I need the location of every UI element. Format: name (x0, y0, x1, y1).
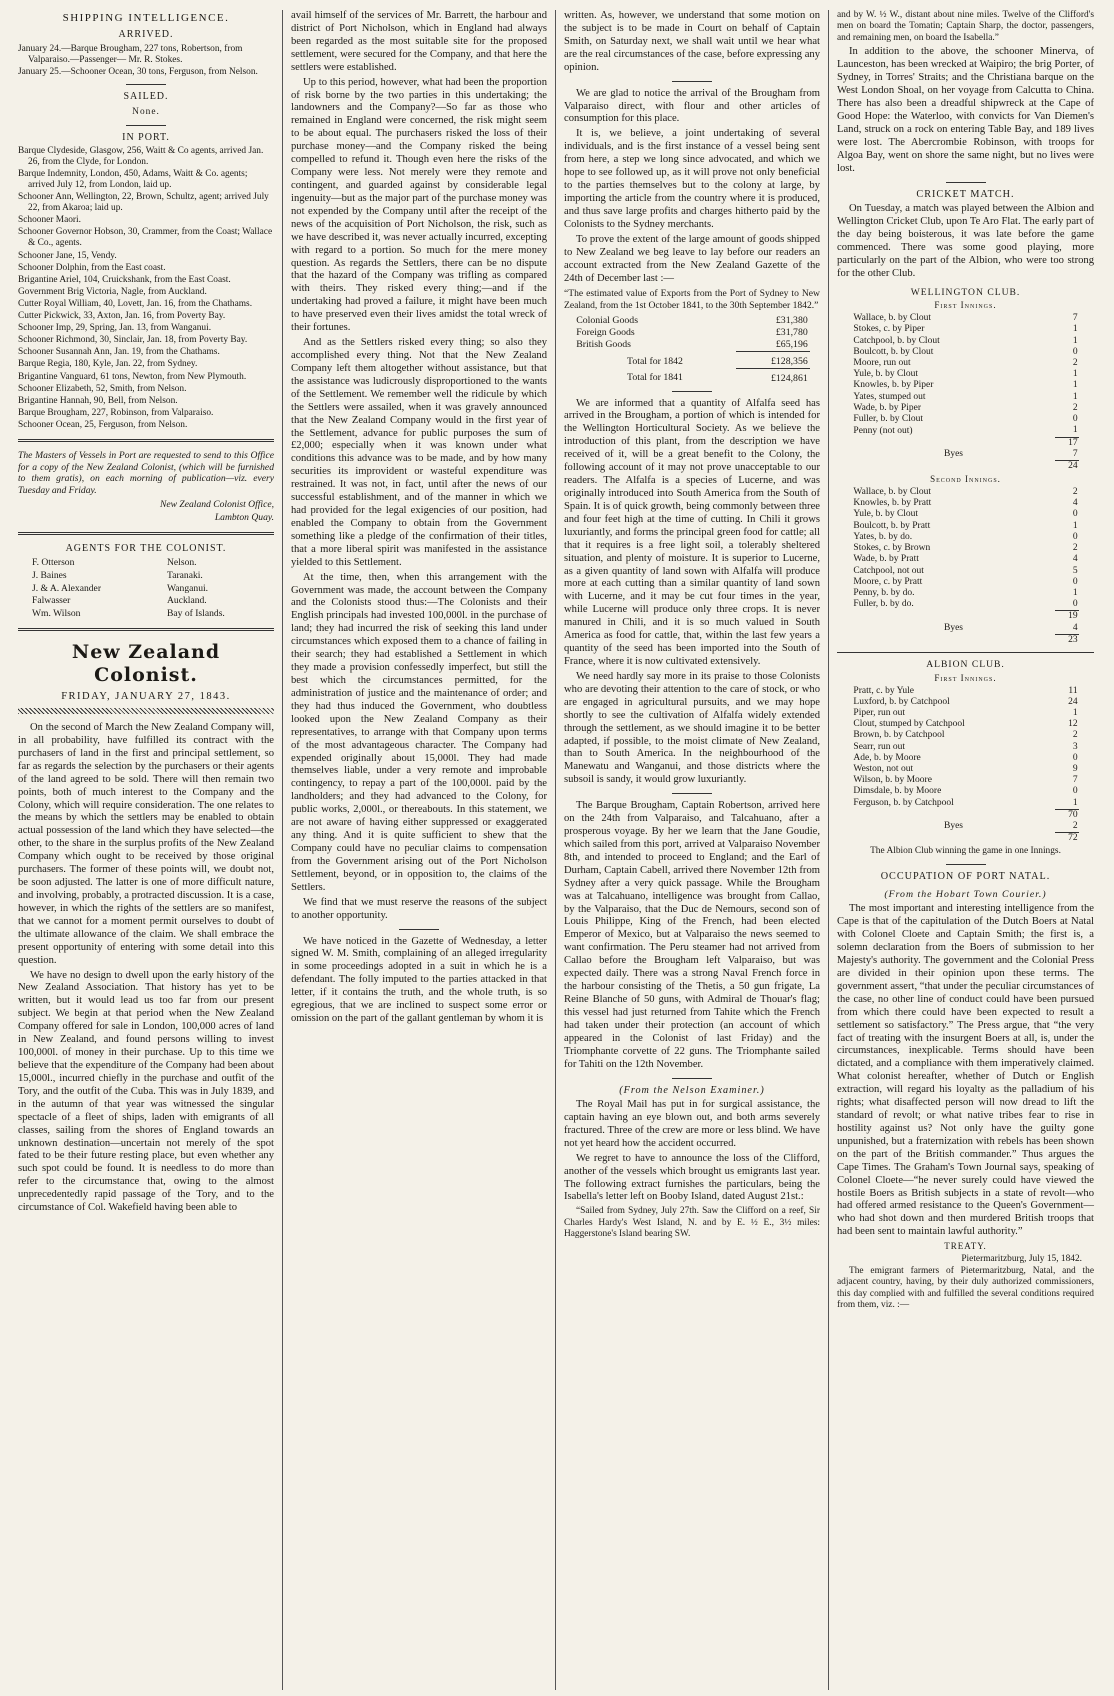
exports-row (574, 327, 810, 339)
score-runs: 4 (1072, 554, 1078, 565)
divider (672, 81, 712, 82)
masthead: New Zealand Colonist. (71, 640, 221, 687)
score-player: Clout, stumped by Catchpool (853, 719, 965, 730)
score-runs: 0 (1072, 786, 1078, 797)
score-player: Catchpool, b. by Clout (853, 335, 940, 346)
score-runs: 0 (1072, 576, 1078, 587)
agent-place: Bay of Islands. (167, 608, 225, 620)
score-player: Boulcott, b. by Clout (853, 346, 934, 357)
score-row (852, 543, 1078, 554)
score-row (852, 532, 1078, 543)
score-row (852, 719, 1078, 730)
inport-entry: Schooner Maori. (18, 215, 82, 226)
score-byes-row (852, 449, 1078, 461)
score-row (852, 347, 1078, 358)
score-subtotal-row (852, 809, 1078, 821)
exports-total-label: Total for 1841 (627, 372, 683, 384)
score-total-row (852, 833, 1078, 845)
news-paragraph: To prove the extent of the large amount of goods shipped to New Zealand we beg leave to lay before our readers an account extracted from the New Zealand Gazette of the 24th of December last :— (564, 233, 820, 284)
exports-value: £31,380 (775, 314, 808, 326)
score-subtotal: 17 (1055, 437, 1079, 449)
divider (399, 929, 439, 930)
divider (946, 864, 986, 865)
column-4 (829, 10, 1102, 1690)
score-player: Wade, b. by Piper (853, 402, 921, 413)
score-subtotal: 19 (1055, 611, 1079, 623)
score-runs: 1 (1072, 520, 1078, 531)
inport-entry: Barque Brougham, 227, Robinson, from Valparaiso. (18, 407, 214, 418)
byes-label: Byes (944, 821, 963, 832)
score-row (852, 798, 1078, 810)
score-runs: 3 (1072, 741, 1078, 752)
score-player: Wade, b. by Pratt (853, 554, 919, 565)
score-subtotal-row (852, 611, 1078, 623)
agent-row (32, 570, 274, 582)
agent-row (32, 608, 274, 620)
score-row (852, 786, 1078, 797)
score-runs: 1 (1072, 797, 1078, 808)
editorial-paragraph: On the second of March the New Zealand Company will, in all probability, have fulfilled its contract with the purchasers of land in the first and principal settlement, so far as regards the selection by the purchasers or their agents of the land agreed to be sold. There will then remain two points, both of much interest to the Company and the Colony, which will require consideration. The one relates to the means by which the settlers may be enabled to obtain actual possession of the land which they have selected—the other, to the share in the surplus profits of the New Zealand Company which ought to be received by those original purchasers. The former of these points will, we doubt not, be soon adjusted. The latter is one of more difficult nature, and involving, probably, a protracted discussion. It is a case, however, in which the rights of the settlers are so manifest, that we cannot for a moment permit ourselves to doubt of the ultimate allowance of the claim. We shall embrace the present opportunity of entering with some detail into this question. (18, 722, 274, 966)
divider (672, 391, 712, 392)
treaty-date: Pietermaritzburg, July 15, 1842. (961, 1254, 1082, 1265)
exports-label: Colonial Goods (576, 314, 639, 326)
score-player: Ferguson, b. by Catchpool (853, 797, 954, 808)
score-row (852, 509, 1078, 520)
byes-label: Byes (944, 622, 963, 633)
examiner-heading: (From the Nelson Examiner.) (619, 1084, 765, 1096)
score-row (852, 336, 1078, 347)
agent-name: J. Baines (32, 570, 67, 582)
news-paragraph: “Sailed from Sydney, July 27th. Saw the Clifford on a reef, Sir Charles Hardy's West Island, N. and by E. ½ E., 3½ miles: Haggerstone's Island bearing SW. (564, 1206, 820, 1240)
score-player: Piper, run out (853, 708, 906, 718)
editorial-paragraph: We have no design to dwell upon the early history of the New Zealand Association. That history has yet to be written, but it would lead us too far from our present subject. We begin at that period when the New Zealand Company offered for sale in London, 100,000 acres of land in New Zealand, and found persons willing to invest 100,000l. of money in their purchase. Up to this time we believe that the expenditure of the Company had been about 15,000l., incurred chiefly in the purchase and outfit of the Tory, and the outfit of the Cuba. This was in July 1839, and in the autumn of that year was witnessed the singular spectacle of a fleet of ships, laden with emigrants of all classes, sailing from the shores of England towards an unknown destination—uncertain not merely of the spot fated to be their future resting place, but even whether any such spot could be found. It is needless to do more than refer to the circumstance that, owing to the almost unprecedentedly rapid passage of the Tory, and to the circumstance of Col. Wakefield having been able to (18, 969, 274, 1214)
score-player: Yates, stumped out (853, 391, 926, 402)
hatched-rule (18, 708, 274, 714)
arrived-entry: January 25.—Schooner Ocean, 30 tons, Ferguson, from Nelson. (18, 66, 258, 77)
exports-quote: “The estimated value of Exports from the Port of Sydney to New Zealand, from the 1st October 1841, to the 30th September 1842.” (564, 288, 820, 312)
inport-entry: Cutter Royal William, 40, Lovett, Jan. 16, from the Chathams. (18, 298, 253, 309)
score-row (852, 753, 1078, 764)
score-row (852, 577, 1078, 588)
score-player: Yates, b. by do. (853, 531, 913, 542)
divider (18, 532, 274, 535)
score-row (852, 697, 1078, 708)
score-runs: 7 (1072, 313, 1078, 324)
score-row (852, 380, 1078, 391)
score-player: Moore, c. by Pratt (853, 576, 923, 587)
score-byes-row (852, 821, 1078, 833)
treaty-paragraph: The emigrant farmers of Pietermaritzburg, Natal, and the adjacent country, having, by their duly authorized commissioners, this day complied with and fulfilled the several conditions required from them, viz. :— (837, 1265, 1094, 1311)
score-runs: 0 (1072, 414, 1078, 425)
divider (672, 793, 712, 794)
score-row (852, 358, 1078, 369)
innings-heading: Second Innings. (930, 474, 1001, 485)
score-total: 24 (1055, 460, 1079, 472)
exports-total-label: Total for 1842 (627, 355, 683, 367)
score-player: Pratt, c. by Yule (853, 685, 915, 696)
score-row (852, 708, 1078, 719)
exports-total-value: £124,861 (736, 368, 810, 384)
byes-label: Byes (944, 448, 963, 459)
score-runs: 4 (1072, 498, 1078, 509)
score-runs: 0 (1072, 346, 1078, 357)
news-paragraph: In addition to the above, the schooner Minerva, of Launceston, has been wrecked at Waipiro; the brig Porter, of Sydney, in Torres' Straits; and the Christiana barque on the West London Shoal, on her voyage from Calcutta to China. There has also been a dreadful shipwreck at the Cape of Good Hope: the Waterloo, with convicts for Van Diemen's Land, struck on a rock on entering Table Bay, and 189 lives were lost. The Abercrombie Robinson, with troops for Algoa Bay, went on shore the same night, but no lives were lost. (837, 46, 1094, 174)
innings-heading: First Innings. (934, 672, 997, 683)
agent-name: Falwasser (32, 595, 71, 607)
score-runs: 1 (1072, 708, 1078, 718)
score-row (852, 742, 1078, 753)
divider (126, 125, 166, 126)
score-runs: 1 (1072, 425, 1078, 436)
scorecard-wellington-second (852, 487, 1078, 646)
agents-heading: AGENTS FOR THE COLONIST. (65, 543, 227, 555)
agent-row (32, 595, 274, 607)
score-row (852, 487, 1078, 498)
score-row (852, 324, 1078, 335)
score-player: Catchpool, not out (853, 565, 924, 576)
score-player: Moore, run out (853, 358, 911, 369)
divider (18, 628, 274, 631)
score-player: Yule, b. by Clout (853, 509, 919, 520)
scorecard-albion-first (852, 686, 1078, 845)
inport-entry: Schooner Governor Hobson, 30, Crammer, from the Coast; Wallace & Co., agents. (18, 227, 273, 249)
natal-paragraph: The most important and interesting intelligence from the Cape is that of the capitulation of the Dutch Boers at Natal with Colonel Cloete and Captain Smith; the first is, a solemn declaration from the Boers of submission to her Majesty's authority. The government and the Colonial Press are divided in their opinion upon these terms. The government assert, “that under the peculiar circumstances of the case, no other line of conduct could have been pursued from which there could have been expected to result a settlement so satisfactory.” The Press argue, that “the very fact of treating with the insurgent Boers at all, is, under the circumstances, inexplicable. Terms should have been dictated, and a compliance with them imperatively claimed. What colonist hereafter, whether of Dutch or English extraction, will regard his loyalty as the palladium of his rights; what disaffected person will now dread to lift the standard of revolt; or what native tribes fear to rise in hostility against us? Not only have the guilty gone unpunished, but a fraternization with rebels has been shown on the part of the British commander.” Thus argues the Cape Times. The Graham's Town Journal says, speaking of Colonel Cloete—“he never surely could have viewed the hostile Boers as British subjects in a state of revolt—who had offered armed resistance to the Queen's Government—who had shot down and then murdered British troops that had been sent to maintain lawful authority.” (837, 903, 1094, 1238)
news-paragraph: and by W. ½ W., distant about nine miles. Twelve of the Clifford's men on board the Tomatin; Captain Sharp, the doctor, passengers, and remaining men, on board the Isabella.” (837, 10, 1094, 43)
notice-text: The Masters of Vessels in Port are requested to send to this Office for a copy of the New Zealand Colonist, (which will be furnished to them gratis), on each morning of publication—viz. every Tuesday and Friday. (18, 449, 274, 497)
inport-entry: Schooner Ocean, 25, Ferguson, from Nelson. (18, 419, 188, 430)
inport-entry: Barque Regia, 180, Kyle, Jan. 22, from Sydney. (18, 359, 198, 370)
inport-entry: Schooner Dolphin, from the East coast. (18, 262, 166, 273)
score-runs: 0 (1072, 752, 1078, 763)
inport-entry: Schooner Imp, 29, Spring, Jan. 13, from Wanganui. (18, 323, 212, 334)
inport-entry: Barque Indemnity, London, 450, Adams, Waitt & Co. agents; arrived July 12, from London, laid up. (18, 168, 248, 190)
scorecard-wellington-first (852, 313, 1078, 472)
exports-total-value: £128,356 (736, 351, 810, 368)
news-paragraph: It is, we believe, a joint undertaking of several individuals, and is the first instance of a vessel being sent from here, a step we long since advocated, and which we hope to see followed up, as it will prove not only beneficial to the parties themselves but to the colony at large, by importing the article from the country where it is produced, and thus save large profits and charges hitherto paid by the Colonists to the Sydney merchants. (564, 128, 820, 230)
arrived-entry: January 24.—Barque Brougham, 227 tons, Robertson, from Valparaiso.—Passenger— Mr. R. Stokes. (18, 43, 243, 65)
editorial-paragraph: We have noticed in the Gazette of Wednesday, a letter signed W. M. Smith, complaining of an alleged irregularity in some proceedings adopted in a suit in which he is a defendant. The folly imputed to the parties attacked in that letter, if it contains the truth, and the whole truth, is so egregious, that we are inclined to suspect some error or omission on the part of the gallant gentleman by whom it is (291, 935, 547, 1025)
score-runs: 0 (1072, 599, 1078, 610)
score-runs: 9 (1072, 764, 1078, 775)
score-row (852, 686, 1078, 697)
agent-place: Wanganui. (167, 582, 209, 594)
divider (126, 84, 166, 85)
score-player: Searr, run out (853, 741, 906, 752)
score-byes: 7 (1072, 448, 1078, 459)
sailed-none: None. (132, 107, 160, 118)
sailed-heading: SAILED. (123, 90, 169, 102)
inport-entry: Schooner Richmond, 30, Sinclair, Jan. 18, from Poverty Bay. (18, 335, 248, 346)
score-row (852, 554, 1078, 565)
agent-name: J. & A. Alexander (32, 582, 102, 594)
score-runs: 2 (1072, 543, 1078, 554)
score-player: Fuller, b. by do. (853, 599, 914, 610)
score-player: Stokes, c. by Piper (853, 324, 925, 335)
score-row (852, 775, 1078, 786)
inport-entry: Government Brig Victoria, Nagle, from Auckland. (18, 286, 207, 297)
score-runs: 1 (1072, 335, 1078, 346)
agent-row (32, 583, 274, 595)
score-player: Brown, b. by Catchpool (853, 730, 945, 741)
wellington-club-heading: WELLINGTON CLUB. (910, 286, 1021, 298)
agent-name: Wm. Wilson (32, 608, 81, 620)
score-player: Dimsdale, b. by Moore (853, 786, 942, 797)
agent-place: Auckland. (167, 595, 207, 607)
score-runs: 0 (1072, 509, 1078, 520)
inport-entry: Schooner Elizabeth, 52, Smith, from Nelson. (18, 383, 187, 394)
inport-entry: Brigantine Vanguard, 61 tons, Newton, from New Plymouth. (18, 371, 247, 382)
exports-total-row (574, 351, 810, 368)
score-subtotal: 70 (1055, 809, 1079, 821)
score-player: Stokes, c. by Brown (853, 543, 931, 554)
score-total-row (852, 634, 1078, 646)
score-runs: 1 (1072, 587, 1078, 598)
score-player: Boulcott, b. by Pratt (853, 520, 931, 531)
agent-row (32, 557, 274, 569)
editorial-paragraph: We find that we must reserve the reasons of the subject to another opportunity. (291, 896, 547, 921)
score-player: Knowles, b. by Piper (853, 380, 934, 391)
score-runs: 12 (1068, 719, 1078, 730)
exports-label: Foreign Goods (576, 326, 635, 338)
inport-entry: Schooner Jane, 15, Vendy. (18, 250, 117, 261)
exports-value: £31,780 (775, 326, 808, 338)
score-runs: 1 (1072, 369, 1078, 380)
agent-name: F. Otterson (32, 557, 75, 569)
divider (672, 1078, 712, 1079)
column-2 (283, 10, 556, 1690)
score-player: Wallace, b. by Clout (853, 313, 932, 324)
score-runs: 1 (1072, 324, 1078, 335)
masters-notice (18, 450, 274, 524)
issue-date: FRIDAY, JANUARY 27, 1843. (61, 691, 231, 703)
score-player: Wilson, b. by Moore (853, 775, 932, 786)
news-paragraph: The Royal Mail has put in for surgical assistance, the captain having an eye blown out, and both arms severely fractured. Three of the crew are more or less blind. We have not yet heard how the accident occurred. (564, 1098, 820, 1149)
natal-source: (From the Hobart Town Courier.) (884, 889, 1047, 901)
score-player: Knowles, b. by Pratt (853, 498, 932, 509)
score-player: Weston, not out (853, 764, 914, 775)
score-row (852, 521, 1078, 532)
score-total-row (852, 460, 1078, 472)
albion-club-heading: ALBION CLUB. (926, 658, 1005, 670)
column-1 (10, 10, 283, 1690)
score-total: 72 (1055, 833, 1079, 845)
score-byes-row (852, 623, 1078, 635)
score-player: Fuller, b. by Clout (853, 414, 923, 425)
score-player: Ade, b. by Moore (853, 752, 921, 763)
score-row (852, 599, 1078, 611)
shipping-heading: SHIPPING INTELLIGENCE. (62, 12, 230, 24)
news-paragraph: written. As, however, we understand that some motion on the subject is to be made in Court on behalf of Captain Smith, on Saturday next, we shall wait until we hear what are the real circumstances of the case, before expressing any opinion. (564, 10, 820, 73)
score-runs: 0 (1072, 531, 1078, 542)
score-runs: 2 (1072, 487, 1078, 498)
arrived-heading: ARRIVED. (118, 29, 174, 41)
score-row (852, 566, 1078, 577)
news-paragraph: We are informed that a quantity of Alfalfa seed has arrived in the Brougham, a portion of which is intended for the Wellington Horticultural Society. As we believe the introduction of this plant, from the description we have received of it, will be a great benefit to the Colony, the following account of it may not prove unacceptable to our readers. The Alfalfa is a species of Lucerne, and was originally introduced into South America from the South of Spain. It is of quick growth, being commonly between three and four feet high at the time of cutting. In Chili it grows luxuriantly, and forms the principal green food for cattle; all that it requires is a free light soil, a tolerably sheltered situation, and plenty of moisture. It is superior to Lucerne, as a given quantity of land sown with Alfalfa will produce more at each cutting than a similar quantity of land sown with Lucerne, and it may be cut four times in the year, while Lucerne will produce only three crops. It is never manured in Chili, and it is so much valued in South America as food for cattle, that, within the last few years a quantity of the seed has been imported into the South of France, where it is now cultivated extensively. (564, 397, 820, 667)
score-total: 23 (1055, 634, 1079, 646)
innings-heading: First Innings. (934, 300, 997, 311)
exports-table (574, 315, 810, 385)
exports-row (574, 315, 810, 327)
score-runs: 24 (1068, 696, 1078, 707)
score-row (852, 498, 1078, 509)
inport-entry: Schooner Ann, Wellington, 22, Brown, Schultz, agent; arrived July 22, from Akaroa; laid up. (18, 192, 269, 214)
editorial-paragraph: avail himself of the services of Mr. Barrett, the harbour and district of Port Nicholson, which in England had always been regarded as the most suitable site for the proposed settlement, were secured for the Company, and that here the settlers were established. (291, 10, 547, 73)
score-row (852, 588, 1078, 599)
notice-signature: New Zealand Colonist Office, (159, 498, 274, 510)
treaty-heading: TREATY. (944, 1241, 987, 1252)
score-row (852, 414, 1078, 425)
score-runs: 7 (1072, 775, 1078, 786)
score-row (852, 425, 1078, 437)
score-row (852, 392, 1078, 403)
agent-place: Taranaki. (167, 570, 203, 582)
score-player: Wallace, b. by Clout (853, 487, 932, 498)
exports-row (574, 339, 810, 351)
divider (946, 182, 986, 183)
inport-entry: Brigantine Hannah, 90, Bell, from Nelson. (18, 395, 178, 406)
score-byes: 2 (1072, 821, 1078, 832)
score-player: Yule, b. by Clout (853, 369, 919, 380)
editorial-paragraph: Up to this period, however, what had been the proportion of risk borne by the two parties in this undertaking; the landowners and the Company?—So far as those who remained in England were concerned, the risk might seem to be about equal. The purchasers risked the loss of their purchase money—and the Company risked the being compelled to refund it. Though even here the risks of the Company were less. Not merely were they remote and contingent, and guarded against by considerable legal ingenuity—but as the major part of the purchase money was not expended by the Company until after the receipt of the news of the acquisition of Port Nicholson, the risk, such as we have described it, was never actually incurred, excepting with regard to a portion. So much for the mere money question. As regards the Settlers, there can be no dispute that the hazard of the Company was trifling as compared with theirs. They risked every thing;—and if the undertaking had proved a failure, it might have been much to have preserved even their lives amidst the total wreck of their fortunes. (291, 76, 547, 334)
news-paragraph: We regret to have to announce the loss of the Clifford, another of the vessels which brought us emigrants last year. The following extract furnishes the particulars, being the Isabella's letter left on Booby Island, dated August 21st.: (564, 1152, 820, 1203)
score-runs: 1 (1072, 391, 1078, 402)
score-row (852, 730, 1078, 741)
score-player: Penny, b. by do. (853, 587, 915, 598)
column-3 (556, 10, 829, 1690)
inport-entry: Schooner Susannah Ann, Jan. 19, from the Chathams. (18, 347, 220, 358)
exports-value: £65,196 (775, 338, 808, 350)
score-player: Penny (not out) (853, 425, 913, 436)
score-runs: 11 (1068, 685, 1078, 696)
score-runs: 2 (1072, 402, 1078, 413)
inport-heading: IN PORT. (122, 131, 170, 143)
divider (837, 652, 1094, 653)
notice-signature: Lambton Quay. (214, 512, 274, 524)
divider (18, 439, 274, 442)
inport-entry: Brigantine Ariel, 104, Cruickshank, from the East Coast. (18, 274, 231, 285)
natal-heading: OCCUPATION OF PORT NATAL. (880, 870, 1051, 882)
score-runs: 1 (1072, 380, 1078, 391)
exports-label: British Goods (576, 338, 631, 350)
score-row (852, 369, 1078, 380)
cricket-result: The Albion Club winning the game in one Innings. (870, 846, 1061, 857)
cricket-paragraph: On Tuesday, a match was played between the Albion and Wellington Cricket Club, upon Te Aro Flat. The early part of the day being boisterous, it was late before the game commenced. There was some good playing, more particularly on the part of the Albion, who were too strong for the other Club. (837, 203, 1094, 279)
score-row (852, 313, 1078, 324)
score-row (852, 403, 1078, 414)
agent-place: Nelson. (167, 557, 197, 569)
score-subtotal-row (852, 437, 1078, 449)
score-row (852, 764, 1078, 775)
inport-entry: Cutter Pickwick, 33, Axton, Jan. 16, from Poverty Bay. (18, 311, 226, 322)
editorial-paragraph: And as the Settlers risked every thing; so also they accomplished every thing. Not that the New Zealand Company left them altogether without assistance, but that the assistance was ludicrously disproportioned to the wants of the Settlement. We remember well the ridicule by which the Settlers were assailed, when it was gravely announced that the New Zealand Company would in the first year of the Settlement, advance for public purposes the sum of £2,000; especially when it was known under what conditions this advance was to be made, and by how many securities its improvident or wasteful expenditure was restrained. It was not, in fact, until after the news of our successful establishment, and of the manner in which we had provided for the legal exigencies of our position, had enabled the Company to obtain from the Government something like a pledge of the confirmation of their titles, that a more liberal spirit was manifested in the assistance yielded to this Settlement. (291, 337, 547, 568)
news-paragraph: The Barque Brougham, Captain Robertson, arrived here on the 24th from Valparaiso, and Talcahuano, after a prosperous voyage. By her we learn that the Jane Goudie, which sailed from this port, arrived at Valparaiso November 8th, and intended to proceed to England; and the Earl of Durham, Captain Cabell, arrived there November 12th from Sydney after a very quick passage. While the Brougham was at Talcahuano, intelligence was brought from Callao, by the Valparaiso, that the Duc de Nemours, second son of Louis Philippe, King of the French, had been elected Emperor of Mexico, but at Valparaiso the news seemed to want confirmation. The Peru steamer had not arrived from Callao before the Brougham left Valparaiso, but was expected daily. There was a strong Naval French force in the harbour consisting of the Thetis, a 50 gun frigate, La Reine Blanche of 50 guns, with Admiral de Thouar's flag; this vessel had just returned from Tahite which the French had taken under their protection (an account of which appeared in the Colonist of last Friday) and the Triomphante corvette of 22 guns. The Triomphante sailed for Tahiti on the 12th November. (564, 800, 820, 1070)
news-paragraph: We need hardly say more in its praise to those Colonists who are devoting their attention to the care of stock, or who are engaged in agricultural pursuits, and we may hope shortly to see the cultivation of Alfalfa widely extended through the settlement, as we should imagine it to be better adapted, if possible, to the moist climate of New Zealand, than to South America. In the neighbourhood of the Manewatu and Wanganui, and those districts where the subsoil is sandy, it would grow luxuriantly. (564, 670, 820, 786)
score-runs: 5 (1072, 565, 1078, 576)
editorial-paragraph: At the time, then, when this arrangement with the Government was made, the account between the Company and the Colonists stood thus:—The Colonists and their English principals had invested 100,000l. in the purchase of land; they had incurred the risk of seeking this land under circumstances which exposed them to a chance of failing in their search; they had established a Settlement in which they made a provision confessedly imperfect, but still the best which the circumstances permitted, for the administration of justice and the maintenance of order; and they had thus induced the Government, who doubtless looked upon the New Zealand Company as their representatives, to arrange with that Company upon terms of the most advantageous character. The Company had expended originally about 15,000l. They had made themselves liable, under a very remote and improbable contingency, to repay a part of the 100,000l. paid by the landholders; and they had advanced to the Colony, for public works, 2,000l., or thereabouts. In this statement, we are not aware of having either suppressed or exaggerated any thing. And it is quite sufficient to shew that the Company could have no peculiar claims to compensation from the Government arising out of the Port Nicholson Settlement, beyond, or in opposition to, the claims of the Settlers. (291, 571, 547, 893)
score-player: Luxford, b. by Catchpool (853, 696, 950, 707)
score-byes: 4 (1072, 622, 1078, 633)
score-runs: 2 (1072, 358, 1078, 369)
cricket-heading: CRICKET MATCH. (916, 188, 1015, 200)
exports-total-row (574, 368, 810, 384)
inport-entry: Barque Clydeside, Glasgow, 256, Waitt & Co agents, arrived Jan. 26, from the Clyde, for London. (18, 145, 264, 167)
news-paragraph: We are glad to notice the arrival of the Brougham from Valparaiso direct, with flour and other articles of consumption for this place. (564, 87, 820, 125)
score-runs: 2 (1072, 730, 1078, 741)
